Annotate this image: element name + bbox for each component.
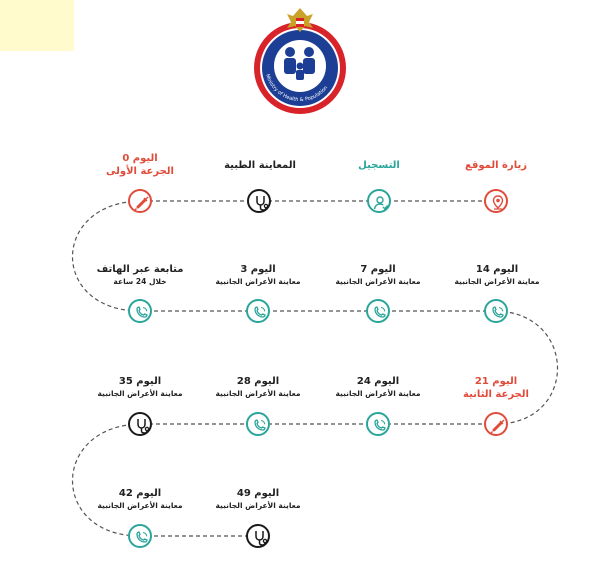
step-day49-label: اليوم 49 معاينة الأعراض الجانبية xyxy=(215,488,301,510)
stethoscope-icon xyxy=(128,412,152,436)
step-day28-label: اليوم 28 معاينة الأعراض الجانبية xyxy=(215,376,301,398)
phone-icon xyxy=(366,299,390,323)
phone-icon xyxy=(246,299,270,323)
stethoscope-icon xyxy=(246,524,270,548)
phone-icon xyxy=(128,299,152,323)
step-day24-label: اليوم 24 معاينة الأعراض الجانبية xyxy=(335,376,421,398)
phone-icon xyxy=(366,412,390,436)
phone-icon xyxy=(484,299,508,323)
flow-connector-curve-left-1 xyxy=(73,201,141,311)
location-pin-icon xyxy=(484,189,508,213)
step-day35-label: اليوم 35 معاينة الأعراض الجانبية xyxy=(97,376,183,398)
flow-connector-curve-left-2 xyxy=(73,424,141,536)
step-day3-label: اليوم 3 معاينة الأعراض الجانبية xyxy=(215,264,301,286)
step-day42-label: اليوم 42 معاينة الأعراض الجانبية xyxy=(97,488,183,510)
step-day21-label: اليوم 21 الجرعة الثانية xyxy=(463,376,529,400)
step-day14-label: اليوم 14 معاينة الأعراض الجانبية xyxy=(454,264,540,286)
step-registration-label: التسجيل xyxy=(358,160,400,171)
step-phone-followup-label: متابعة عبر الهاتف خلال 24 ساعة xyxy=(96,264,184,286)
syringe-icon xyxy=(128,189,152,213)
logo-text: Ministry of Health & Population xyxy=(264,73,330,104)
step-day0-label: اليوم 0 الجرعة الأولى xyxy=(106,153,174,177)
flow-connector-curve-right xyxy=(496,311,558,424)
step-site-visit-label: زيارة الموقع xyxy=(465,160,527,171)
step-medical-exam-label: المعاينة الطبية xyxy=(224,160,296,171)
syringe-icon xyxy=(484,412,508,436)
user-check-icon xyxy=(367,189,391,213)
phone-icon xyxy=(128,524,152,548)
stethoscope-icon xyxy=(247,189,271,213)
phone-icon xyxy=(246,412,270,436)
step-day7-label: اليوم 7 معاينة الأعراض الجانبية xyxy=(335,264,421,286)
